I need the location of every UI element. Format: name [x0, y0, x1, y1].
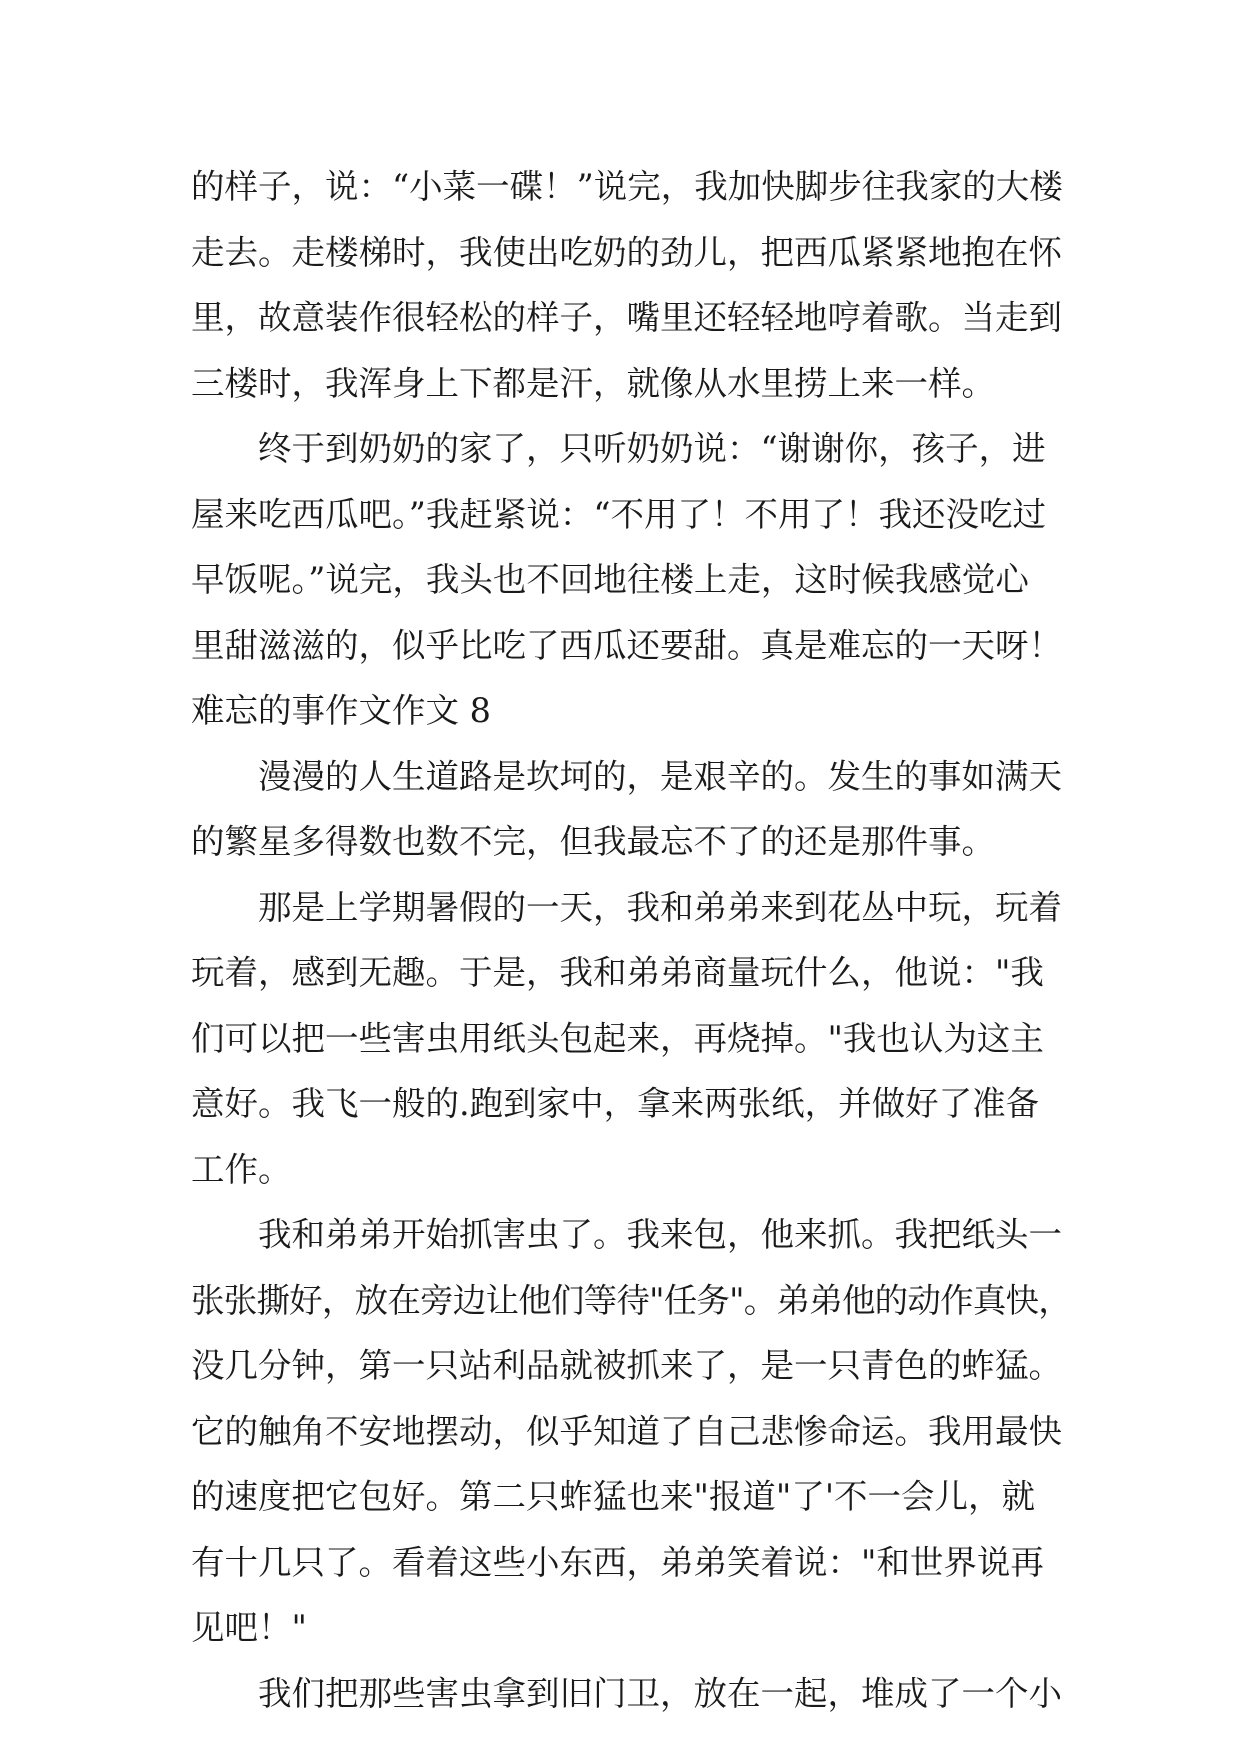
text-line: 的繁星多得数也数不完，但我最忘不了的还是那件事。: [191, 822, 995, 861]
text-line: 那是上学期暑假的一天，我和弟弟来到花丛中玩，玩着: [258, 887, 1062, 927]
text-line: 的速度把它包好。第二只蚱猛也来"报道"了'不一会儿，就: [191, 1477, 1036, 1516]
text-line: 我和弟弟开始抓害虫了。我来包，他来抓。我把纸头一: [258, 1215, 1062, 1254]
text-line: 早饭呢。”说完，我头也不回地往楼上走，这时候我感觉心: [191, 560, 1029, 599]
text-line: 玩着，感到无趣。于是，我和弟弟商量玩什么，他说："我: [191, 953, 1044, 992]
text-line: 里，故意装作很轻松的样子，嘴里还轻轻地哼着歌。当走到: [191, 298, 1062, 337]
text-line: 张张撕好，放在旁边让他们等待"任务"。弟弟他的动作真快，: [191, 1280, 1071, 1320]
section-heading: 难忘的事作文作文 8: [191, 691, 491, 730]
text-line: 屋来吃西瓜吧。”我赶紧说：“不用了！不用了！我还没吃过: [191, 494, 1047, 534]
text-line: 有十几只了。看着这些小东西，弟弟笑着说："和世界说再: [191, 1542, 1044, 1582]
text-line: 们可以把一些害虫用纸头包起来，再烧掉。"我也认为这主: [191, 1018, 1044, 1058]
text-line: 的样子，说：“小菜一碟！”说完，我加快脚步往我家的大楼: [191, 167, 1063, 206]
text-line: 我们把那些害虫拿到旧门卫，放在一起，堆成了一个小: [258, 1673, 1062, 1713]
text-line: 三楼时，我浑身上下都是汗，就像从水里捞上来一样。: [191, 363, 995, 403]
essay-text: [191, 154, 1071, 1726]
text-line: 工作。: [191, 1149, 292, 1189]
text-line: 走去。走楼梯时，我使出吃奶的劲儿，把西瓜紧紧地抱在怀: [191, 232, 1062, 272]
text-line: 漫漫的人生道路是坎坷的，是艰辛的。发生的事如满天: [258, 756, 1062, 796]
text-line: 见吧！": [191, 1608, 307, 1647]
text-line: 没几分钟，第一只站利品就被抓来了，是一只青色的蚱猛。: [191, 1346, 1062, 1385]
text-line: 它的触角不安地摆动，似乎知道了自己悲惨命运。我用最快: [191, 1411, 1062, 1451]
text-line: 里甜滋滋的，似乎比吃了西瓜还要甜。真是难忘的一天呀！: [191, 625, 1062, 665]
text-line: 意好。我飞一般的.跑到家中，拿来两张纸，并做好了准备: [191, 1084, 1040, 1123]
text-line: 终于到奶奶的家了，只听奶奶说：“谢谢你，孩子，进: [258, 429, 1046, 468]
